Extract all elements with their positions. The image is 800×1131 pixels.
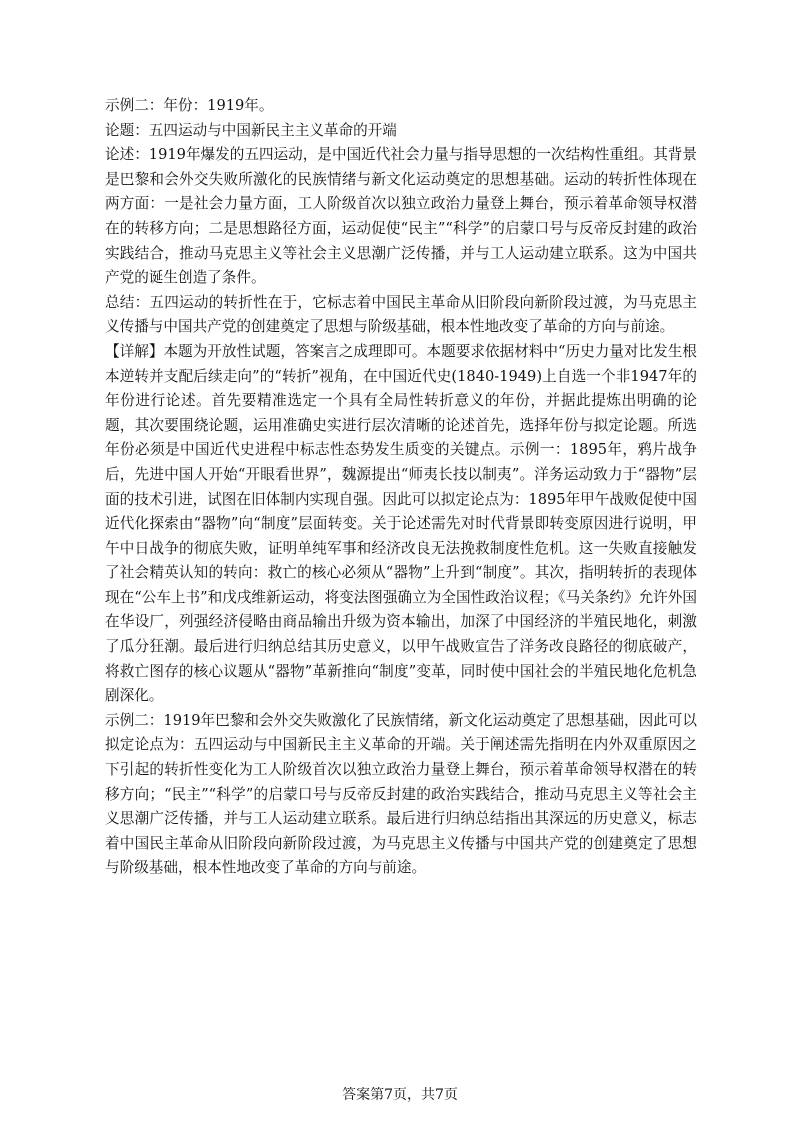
example-two-paragraph: 示例二：1919年巴黎和会外交失败激化了民族情绪，新文化运动奠定了思想基础，因此可以拟定论点为：五四运动与中国新民主主义革命的开端。关于阐述需先指明在内外双重原因之下引起的转折性变化为工人阶级首次以独立政治力量登上舞台，预示着革命领导权潜在的转移方向；“民主”“科学”的启蒙口号与反帝反封建的政治实践结合，推动马克思主义等社会主义思潮广泛传播，并与工人运动建立联系。最后进行归纳总结指出其深远的历史意义，标志着中国民主革命从旧阶段向新阶段过渡，为马克思主义传播与中国共产党的创建奠定了思想与阶级基础，根本性地改变了革命的方向与前途。	[105, 711, 697, 877]
example-year-line: 示例二：年份：1919年。	[105, 97, 274, 114]
answer-content	[105, 94, 697, 881]
summary-paragraph: 总结：五四运动的转折性在于，它标志着中国民主革命从旧阶段向新阶段过渡，为马克思主义传播与中国共产党的创建奠定了思想与阶级基础，根本性地改变了革命的方向与前途。	[105, 293, 697, 336]
detail-label: 【详解】	[105, 342, 164, 360]
page-footer	[0, 1085, 800, 1105]
detail-paragraph	[105, 340, 697, 709]
thesis-line: 论题：五四运动与中国新民主主义革命的开端	[105, 121, 397, 139]
page-number-label: 答案第7页，共7页	[342, 1087, 458, 1103]
argument-paragraph: 论述：1919年爆发的五四运动，是中国近代社会力量与指导思想的一次结构性重组。其背景是巴黎和会外交失败所激化的民族情绪与新文化运动奠定的思想基础。运动的转折性体现在两方面：一是社会力量方面，工人阶级首次以独立政治力量登上舞台，预示着革命领导权潜在的转移方向；二是思想路径方面，运动促使“民主”“科学”的启蒙口号与反帝反封建的政治实践结合，推动马克思主义等社会主义思潮广泛传播，并与工人运动建立联系。这为中国共产党的诞生创造了条件。	[105, 146, 697, 287]
detail-text: 本题为开放性试题，答案言之成理即可。本题要求依据材料中“历史力量对比发生根本逆转并支配后续走向”的“转折”视角，在中国近代史(1840-1949)上自选一个非1947年的年份进行论述。首先要精准选定一个具有全局性转折意义的年份，并据此提炼出明确的论题，其次要围绕论题，运用准确史实进行层次清晰的论述首先，选择年份与拟定论题。所选年份必须是中国近代史进程中标志性态势发生质变的关键点。示例一：1895年，鸦片战争后，先进中国人开始“开眼看世界”，魏源提出“师夷长技以制夷”。洋务运动致力于“器物”层面的技术引进，试图在旧体制内实现自强。因此可以拟定论点为：1895年甲午战败促使中国近代化探索由“器物”向“制度”层面转变。关于论述需先对时代背景即转变原因进行说明，甲午中日战争的彻底失败，证明单纯军事和经济改良无法挽救制度性危机。这一失败直接触发了社会精英认知的转向：救亡的核心必须从“器物”上升到“制度”。其次，指明转折的表现体现在“公车上书”和戊戌维新运动，将变法图强确立为全国性政治议程；《马关条约》允许外国在华设厂，列强经济侵略由商品输出升级为资本输出，加深了中国经济的半殖民地化，刺激了瓜分狂潮。最后进行归纳总结其历史意义，以甲午战败宣告了洋务改良路径的彻底破产，将救亡图存的核心议题从“器物”革新推向“制度”变革，同时使中国社会的半殖民地化危机急剧深化。	[105, 342, 697, 705]
